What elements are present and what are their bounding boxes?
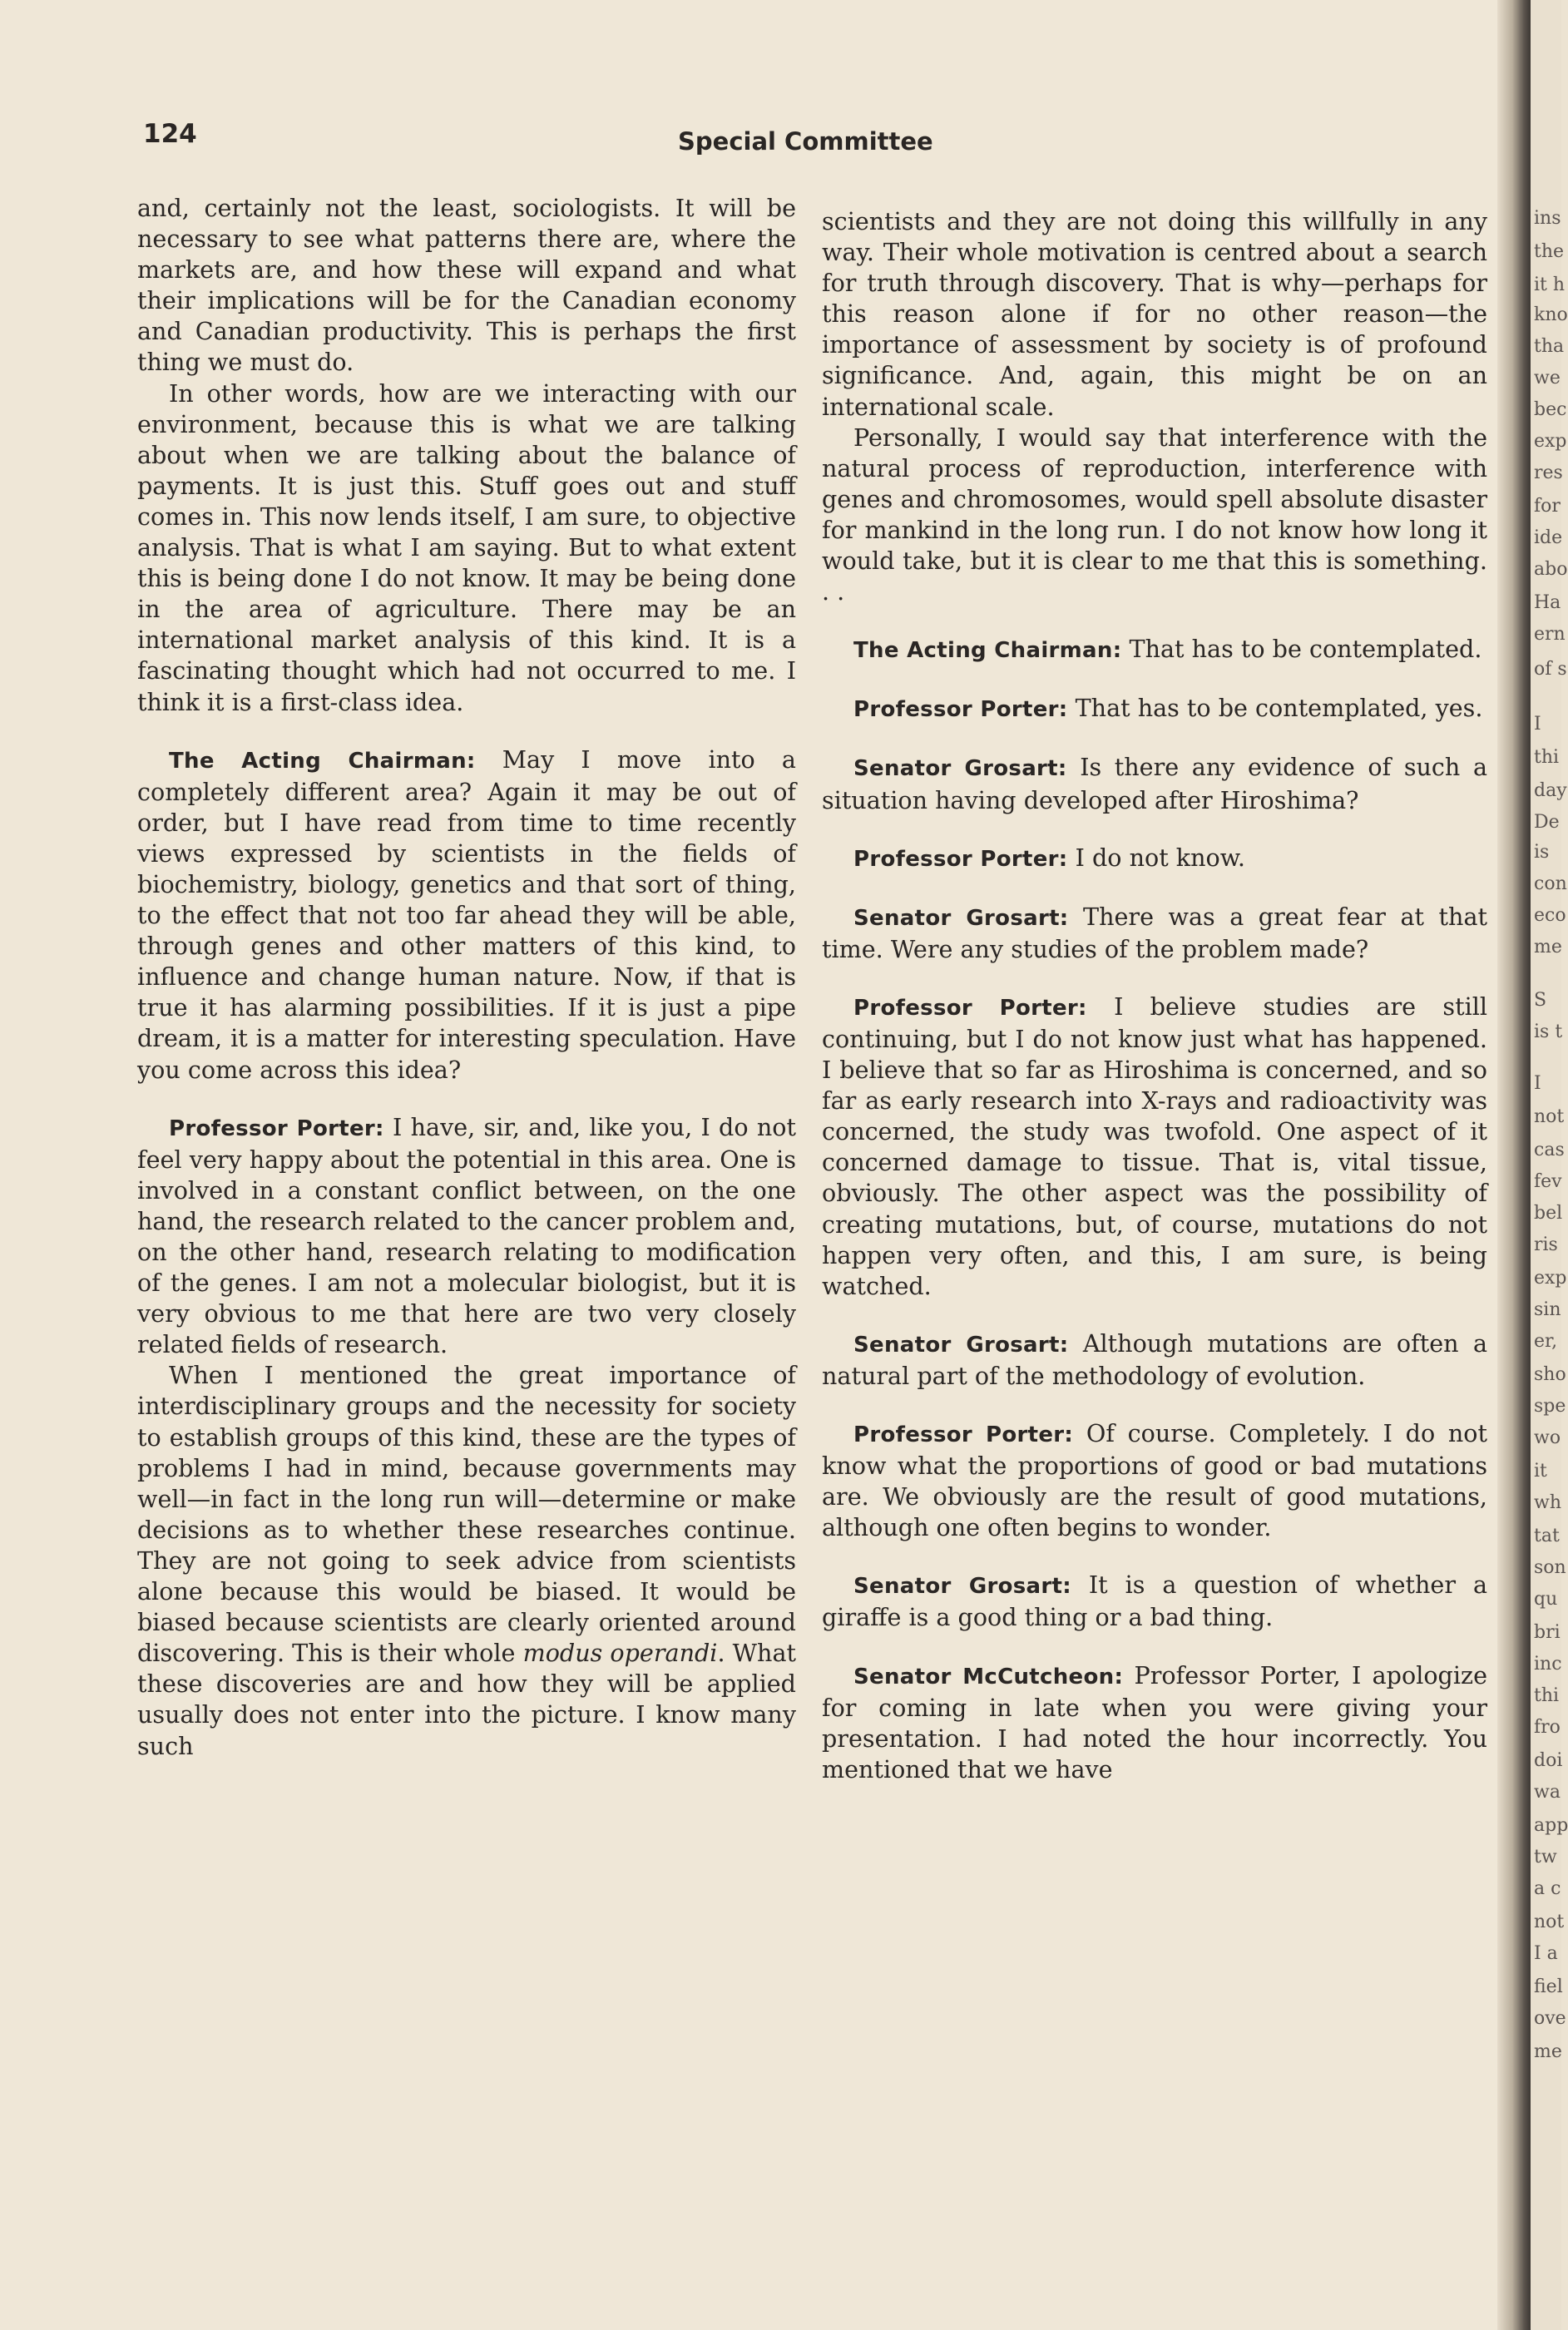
facing-page-fragment: De (1534, 812, 1560, 833)
facing-page-fragment: kno (1534, 304, 1568, 325)
speech-text: Of course. Completely. I do not know what the proportions of good or bad mutations are. We obviously are the result of good mutations, although one often begins to wonder. (822, 1419, 1488, 1542)
speech-text: I do not know. (1075, 843, 1245, 872)
facing-page-fragment: bri (1534, 1622, 1561, 1643)
facing-page-fragment: bec (1534, 399, 1567, 420)
speech-paragraph (137, 745, 796, 1086)
facing-page-fragment: cas (1534, 1140, 1565, 1160)
speech-paragraph (822, 1660, 1487, 1785)
facing-page-fragment: I a (1534, 1943, 1558, 1964)
speaker-name: Professor Porter: (853, 995, 1087, 1021)
speech-paragraph (822, 1570, 1487, 1633)
facing-page-fragment: ern (1534, 624, 1566, 645)
facing-page-fragment: spe (1534, 1396, 1566, 1417)
facing-page-fragment: ove (1534, 2008, 1566, 2029)
facing-page-fragment: wo (1534, 1427, 1561, 1448)
facing-page-fragment: sho (1534, 1364, 1566, 1385)
paragraph: scientists and they are not doing this willfully in any way. Their whole motivation is centred about a search for truth through discovery. That is why—perhaps for this reason alone if for no other reason—the importance of assessment by society is of profound significance. And, again, this might be on an international scale. (822, 207, 1487, 421)
facing-page-fragment: sin (1534, 1299, 1561, 1320)
speaker-name: Senator Grosart: (853, 905, 1069, 931)
speaker-name: Professor Porter: (853, 697, 1068, 723)
speech-text: That has to be contemplated. (1129, 635, 1482, 664)
speech-paragraph (822, 902, 1487, 965)
speaker-name: Senator Grosart: (853, 756, 1067, 782)
speech-paragraph (137, 1112, 796, 1361)
facing-page-fragment: ide (1534, 527, 1563, 548)
facing-page-fragment: is t (1534, 1022, 1563, 1042)
speech-paragraph (822, 752, 1487, 815)
speaker-name: Senator Grosart: (853, 1574, 1071, 1600)
facing-page-fragment: eco (1534, 905, 1566, 926)
facing-page-fragment: we (1534, 368, 1561, 388)
facing-page-fragment: me (1534, 2041, 1562, 2062)
facing-page-fragment: con (1534, 873, 1567, 894)
paragraph-text: When I mentioned the great importance of interdisciplinary groups and the necessity for society to establish groups of this kind, these are the types of problems I had in mind, because governments may well—in fact in the long run will—determine or make decisions as to whether these researches continue. They are not going to seek advice from scientists alone because this would be biased. It would be biased because scientists are clearly oriented around discovering. This is their whole (137, 1361, 796, 1668)
facing-page-fragment: doi (1534, 1750, 1563, 1771)
facing-page-fragment: day (1534, 780, 1567, 801)
facing-page-fragment: it (1534, 1461, 1547, 1482)
facing-page-edge (1531, 0, 1568, 2330)
speaker-name: Professor Porter: (853, 1422, 1074, 1447)
facing-page-fragment: abo (1534, 559, 1568, 580)
speech-paragraph (822, 693, 1487, 725)
speech-text: There was a great fear at that time. Were any studies of the problem made? (822, 902, 1487, 963)
facing-page-fragment: it h (1534, 275, 1566, 295)
facing-page-fragment: thi (1534, 1685, 1560, 1706)
page-number: 124 (143, 119, 197, 149)
facing-page-fragment: S (1534, 990, 1547, 1011)
paragraph: In other words, how are we interacting with our environment, because this is what we are talking about when we are talking about the balance of payments. It is just this. Stuff goes out and stuff comes in. This now lends itself, I am sure, to objective analysis. That is what I am saying. But to what extent this is being done I do not know. It may be being done in the area of agriculture. There may be an international market analysis of this kind. It is a fascinating thought which had not occurred to me. I think it is a first-class idea. (137, 378, 796, 716)
facing-page-fragment: exp (1534, 1268, 1567, 1289)
facing-page-fragment: ins (1534, 208, 1561, 229)
speech-text: It is a question of whether a giraffe is a good thing or a bad thing. (822, 1571, 1487, 1632)
facing-page-fragment: ris (1534, 1234, 1558, 1255)
facing-page-fragment: exp (1534, 431, 1567, 452)
paragraph-text: . What these discoveries are and how they will be applied usually does not enter into the picture. I know many such (137, 1639, 796, 1760)
paragraph: Personally, I would say that interference with the natural process of reproduction, interference with genes and chromosomes, would spell absolute disaster for mankind in the long run. I do not know how long it would take, but it is clear to me that this is something. . . (822, 423, 1487, 606)
speech-paragraph (822, 1418, 1487, 1543)
latin-phrase: modus operandi (522, 1639, 718, 1668)
speech-text: I have, sir, and, like you, I do not feel very happy about the potential in this area. One is involved in a constant conflict between, on the one hand, the research related to the cancer problem and, on the other hand, research relating to modification of the genes. I am not a molecular biologist, but it is very obvious to me that here are two very closely related fields of research. (137, 1112, 797, 1359)
facing-page-fragment: fiel (1534, 1976, 1563, 1997)
facing-page-fragment: tat (1534, 1526, 1560, 1546)
facing-page-fragment: fro (1534, 1717, 1561, 1738)
facing-page-fragment: tha (1534, 336, 1565, 357)
facing-page-fragment: qu (1534, 1589, 1558, 1610)
facing-page-fragment: not (1534, 1106, 1565, 1127)
right-column (822, 206, 1487, 1785)
speech-text: Although mutations are often a natural part of the methodology of evolution. (822, 1328, 1488, 1390)
speech-text: Professor Porter, I apologize for coming in late when you were giving your presentation. I had noted the hour incorrectly. You mentioned that we have (822, 1660, 1487, 1783)
book-gutter (1497, 0, 1531, 2330)
speech-paragraph (822, 992, 1487, 1302)
speech-text: That has to be contemplated, yes. (1075, 694, 1483, 723)
facing-page-fragment: the (1534, 241, 1565, 262)
speaker-name: Professor Porter: (169, 1116, 384, 1141)
speaker-name: The Acting Chairman: (169, 748, 476, 774)
speaker-name: Senator McCutcheon: (853, 1664, 1124, 1689)
speaker-name: The Acting Chairman: (853, 638, 1122, 664)
facing-page-fragment: res (1534, 463, 1563, 483)
left-column (137, 193, 796, 1762)
facing-page-fragment: thi (1534, 747, 1560, 768)
facing-page-fragment: er, (1534, 1331, 1558, 1352)
paragraph: and, certainly not the least, sociologists. It will be necessary to see what patterns there are, where the markets are, and how these will expand and what their implications will be for the Canadian economy and Canadian productivity. This is perhaps the first thing we must do. (137, 194, 796, 377)
facing-page-fragment: I (1534, 1073, 1541, 1094)
facing-page-fragment: for (1534, 496, 1561, 517)
speech-paragraph (822, 843, 1487, 875)
facing-page-fragment: I (1534, 714, 1541, 735)
facing-page-fragment: a c (1534, 1878, 1561, 1899)
facing-page-fragment: bel (1534, 1203, 1563, 1224)
facing-page-fragment: of s (1534, 659, 1567, 680)
running-title: Special Committee (678, 127, 933, 156)
facing-page-fragment: me (1534, 937, 1562, 957)
facing-page-fragment: is (1534, 842, 1550, 863)
facing-page-fragment: inc (1534, 1654, 1562, 1675)
facing-page-fragment: fev (1534, 1171, 1562, 1192)
speech-text: May I move into a completely different area? Again it may be out of order, but I have read from time to time recently views expressed by scientists in the fields of biochemistry, biology, genetics and that sort of thing, to the effect that not too far ahead they will be able, through genes and other matters of this kind, to influence and change human nature. Now, if that is true it has alarming possibilities. If it is just a pipe dream, it is a matter for interesting speculation. Have you come across this idea? (137, 745, 796, 1084)
facing-page-fragment: wh (1534, 1492, 1561, 1513)
facing-page-fragment: son (1534, 1557, 1566, 1578)
facing-page-fragment: not (1534, 1912, 1565, 1932)
speech-paragraph (822, 1328, 1487, 1392)
facing-page-fragment: Ha (1534, 592, 1561, 613)
speaker-name: Senator Grosart: (853, 1332, 1069, 1358)
facing-page-fragment: app (1534, 1815, 1568, 1836)
facing-page-fragment: tw (1534, 1847, 1557, 1867)
speech-text: Is there any evidence of such a situation having developed after Hiroshima? (822, 753, 1487, 814)
paragraph (137, 1360, 796, 1761)
speech-text: I believe studies are still continuing, but I do not know just what has happened. I believe that so far as Hiroshima is concerned, and so far as early research into X-rays and radioactivity was concerned, the study was twofold. One aspect of it concerned damage to tissue. That is, vital tissue, obviously. The other aspect was the possibility of creating mutations, but, of course, mutations do not happen very often, and this, I am sure, is being watched. (822, 992, 1488, 1300)
speech-paragraph (822, 634, 1487, 666)
facing-page-fragment: wa (1534, 1782, 1561, 1803)
speaker-name: Professor Porter: (853, 846, 1068, 872)
